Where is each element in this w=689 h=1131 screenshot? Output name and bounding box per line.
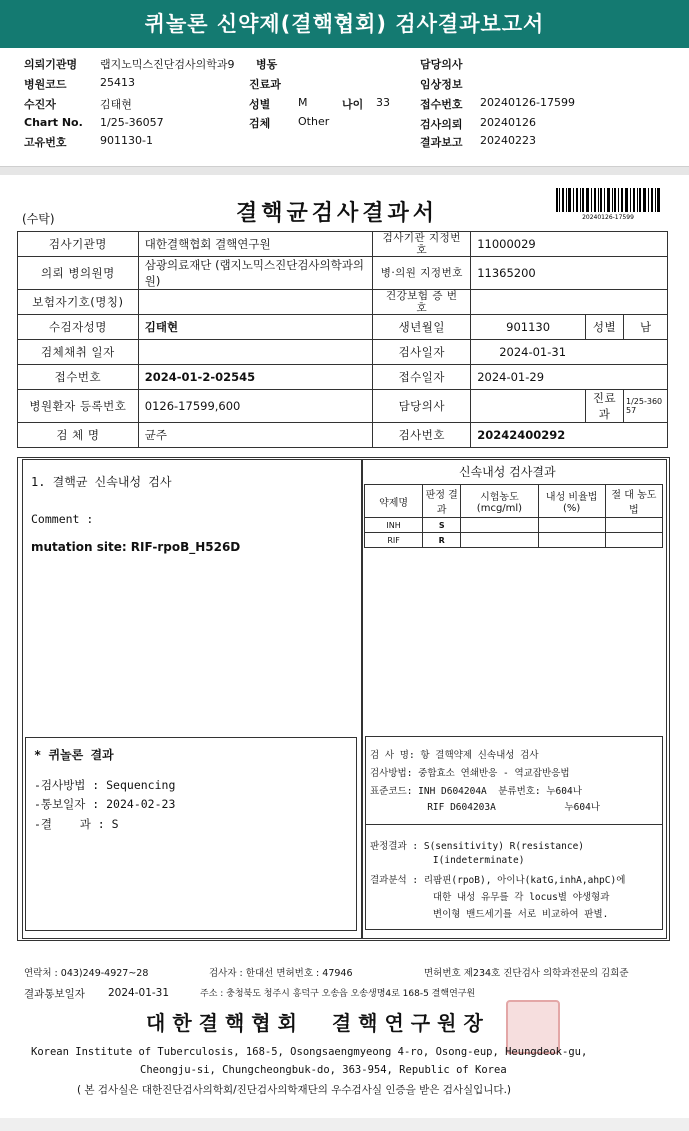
info-divider — [365, 824, 662, 825]
table-row — [18, 340, 668, 365]
info-line: I(indeterminate) — [370, 855, 525, 866]
cell-value: 11365200 — [471, 257, 668, 290]
cell-label: 검사번호 — [373, 423, 471, 448]
drug-name: INH — [365, 518, 423, 533]
clinical-label: 임상정보 — [420, 78, 463, 91]
info-line: 결과분석 : 리팜핀(rpoB), 아이나(katG,inhA,ahpC)에 — [370, 875, 626, 886]
column-header: 시험농도 (mcg/ml) — [461, 485, 538, 518]
header-org — [24, 56, 235, 72]
org-value: 랩지노믹스진단검사의학과9 — [100, 58, 235, 71]
column-header: 약제명 — [365, 485, 423, 518]
barcode-image — [556, 188, 660, 220]
page-bottom — [0, 1118, 689, 1131]
info-line: 대한 내성 유무를 각 locus별 야생형과 — [370, 892, 610, 903]
chart-value: 1/25-36057 — [100, 116, 164, 129]
license-info: 면허번호 제234호 진단검사 의학과전문의 김희준 — [424, 968, 629, 979]
cell-value: 김태현 — [138, 315, 373, 340]
quinolone-title: * 퀴놀론 결과 — [34, 748, 114, 762]
code-value: 25413 — [100, 76, 135, 89]
cell-label: 진료과 — [586, 390, 624, 423]
chart-label: Chart No. — [24, 116, 83, 129]
table-row — [18, 290, 668, 315]
info-line: 판정결과 : S(sensitivity) R(resistance) — [370, 841, 585, 852]
uid-label: 고유번호 — [24, 136, 67, 149]
quinolone-result: -결 과 : S — [34, 817, 119, 831]
uid-value: 901130-1 — [100, 134, 153, 147]
cell-value: 남 — [624, 315, 668, 340]
cell-label: 보험자기호(명칭) — [18, 290, 139, 315]
cell-value: 0126-17599,600 — [138, 390, 373, 423]
table-row — [18, 315, 668, 340]
ward-label: 병동 — [256, 58, 278, 71]
quinolone-method: -검사방법 : Sequencing — [34, 778, 176, 792]
quinolone-box — [25, 737, 357, 931]
table-cell — [538, 518, 605, 533]
cell-label: 건강보험 증 번 호 — [373, 290, 471, 315]
cell-label: 의뢰 병의원명 — [18, 257, 139, 290]
table-cell — [538, 533, 605, 548]
specimen-label: 검체 — [249, 117, 271, 130]
contact-info: 연락처 : 043)249-4927~28 — [24, 968, 149, 979]
receipt-value: 20240126-17599 — [480, 96, 575, 109]
suthak-label: (수탁) — [22, 212, 55, 226]
quinolone-date: -통보일자 : 2024-02-23 — [34, 797, 176, 811]
address: 주소 : 충청북도 청주시 흥덕구 오송읍 오송생명4로 168-5 결핵연구원 — [200, 989, 476, 999]
column-header: 절 대 농도법 — [605, 485, 662, 518]
cell-value — [138, 340, 373, 365]
patient-info-table — [17, 231, 668, 448]
report-label: 결과보고 — [420, 136, 463, 149]
cell-value: 균주 — [138, 423, 373, 448]
certification-note: ( 본 검사실은 대한진단검사의학회/진단검사의학재단의 우수검사실 인증을 받은 검사실입니다.) — [77, 1084, 512, 1096]
table-row — [18, 423, 668, 448]
english-address-1: Korean Institute of Tuberculosis, 168-5, Osongsaengmyeong 4-ro, Osong-eup, Heungdeok-gu, — [31, 1046, 588, 1058]
table-cell — [605, 518, 662, 533]
table-row — [18, 390, 668, 423]
cell-label: 병·의원 지정번호 — [373, 257, 471, 290]
column-header: 판정 결과 — [423, 485, 461, 518]
notify-label: 결과통보일자 — [24, 988, 85, 1000]
cell-value: 1/25-36057 — [624, 390, 668, 423]
org-label: 의뢰기관명 — [24, 58, 78, 71]
cell-label: 병원환자 등록번호 — [18, 390, 139, 423]
age-value: 33 — [376, 96, 390, 109]
cell-label: 수검자성명 — [18, 315, 139, 340]
tester-info: 검사자 : 한대선 면허번호 : 47946 — [209, 968, 353, 979]
table-cell — [605, 533, 662, 548]
request-value: 20240126 — [480, 116, 536, 129]
cell-value: 삼광의료재단 (랩지노믹스진단검사의학과의원) — [138, 257, 373, 290]
cell-value: 11000029 — [471, 232, 668, 257]
barcode-text: 20240126-17599 — [582, 214, 634, 220]
cell-label: 검 체 명 — [18, 423, 139, 448]
info-line: RIF D604203A 누604나 — [370, 802, 600, 813]
section-divider — [0, 166, 689, 175]
name-label: 수진자 — [24, 98, 56, 111]
report-value: 20240223 — [480, 134, 536, 147]
table-row — [365, 518, 663, 533]
cell-value: 대한결핵협회 결핵연구원 — [138, 232, 373, 257]
cell-label: 접수일자 — [373, 365, 471, 390]
cell-label: 검체채취 일자 — [18, 340, 139, 365]
cell-value: 2024-01-29 — [471, 365, 668, 390]
cell-label: 검사기관명 — [18, 232, 139, 257]
cell-value — [471, 390, 586, 423]
notify-date: 2024-01-31 — [108, 987, 170, 999]
table-row — [18, 232, 668, 257]
cell-value: 2024-01-2-02545 — [138, 365, 373, 390]
age-label: 나이 — [342, 98, 364, 111]
info-line: 표준코드: INH D604204A 분류번호: 누604나 — [370, 786, 582, 797]
sex-value: M — [298, 96, 308, 109]
request-label: 검사의뢰 — [420, 118, 463, 131]
info-line: 검사방법: 중합효소 연쇄반응 - 역교잡반응법 — [370, 768, 570, 779]
info-line: 검 사 명: 항 결핵약제 신속내성 검사 — [370, 750, 539, 761]
institute-name: 대한결핵협회 결핵연구원장 — [146, 1011, 490, 1035]
sex-label: 성별 — [249, 98, 271, 111]
name-value: 김태현 — [100, 98, 132, 111]
info-line: 변이형 밴드세기를 서로 비교하여 판별. — [370, 909, 609, 920]
cell-label: 검사기관 지정번호 — [373, 232, 471, 257]
code-label: 병원코드 — [24, 78, 67, 91]
table-header-row — [365, 485, 663, 518]
susceptibility-title: 신속내성 검사결과 — [459, 465, 556, 479]
english-address-2: Cheongju-si, Chungcheongbuk-do, 363-954, Republic of Korea — [140, 1064, 507, 1076]
mutation-site: mutation site: RIF-rpoB_H526D — [31, 540, 241, 554]
report-banner-title: 퀴놀론 신약제(결핵협회) 검사결과보고서 — [0, 0, 689, 48]
cell-label: 생년월일 — [373, 315, 471, 340]
cell-label: 성별 — [586, 315, 624, 340]
dept-label: 진료과 — [249, 78, 281, 91]
cell-label: 접수번호 — [18, 365, 139, 390]
drug-name: RIF — [365, 533, 423, 548]
cell-value: 2024-01-31 — [471, 340, 668, 365]
cell-value — [471, 290, 668, 315]
specimen-value: Other — [298, 115, 330, 128]
drug-result: S — [423, 518, 461, 533]
column-header: 내성 비율법(%) — [538, 485, 605, 518]
cell-label: 담당의사 — [373, 390, 471, 423]
cell-value — [138, 290, 373, 315]
table-cell — [461, 533, 538, 548]
susceptibility-table — [364, 484, 663, 548]
table-row — [365, 533, 663, 548]
comment-label: Comment : — [31, 512, 94, 526]
cell-value: 20242400292 — [471, 423, 668, 448]
cell-label: 검사일자 — [373, 340, 471, 365]
doctor-label: 담당의사 — [420, 58, 463, 71]
cell-value: 901130 — [471, 315, 586, 340]
receipt-label: 접수번호 — [420, 98, 463, 111]
test-title: 1. 결핵균 신속내성 검사 — [31, 475, 172, 489]
table-row — [18, 257, 668, 290]
drug-result: R — [423, 533, 461, 548]
document-title: 결핵균검사결과서 — [236, 201, 439, 226]
table-row — [18, 365, 668, 390]
table-cell — [461, 518, 538, 533]
